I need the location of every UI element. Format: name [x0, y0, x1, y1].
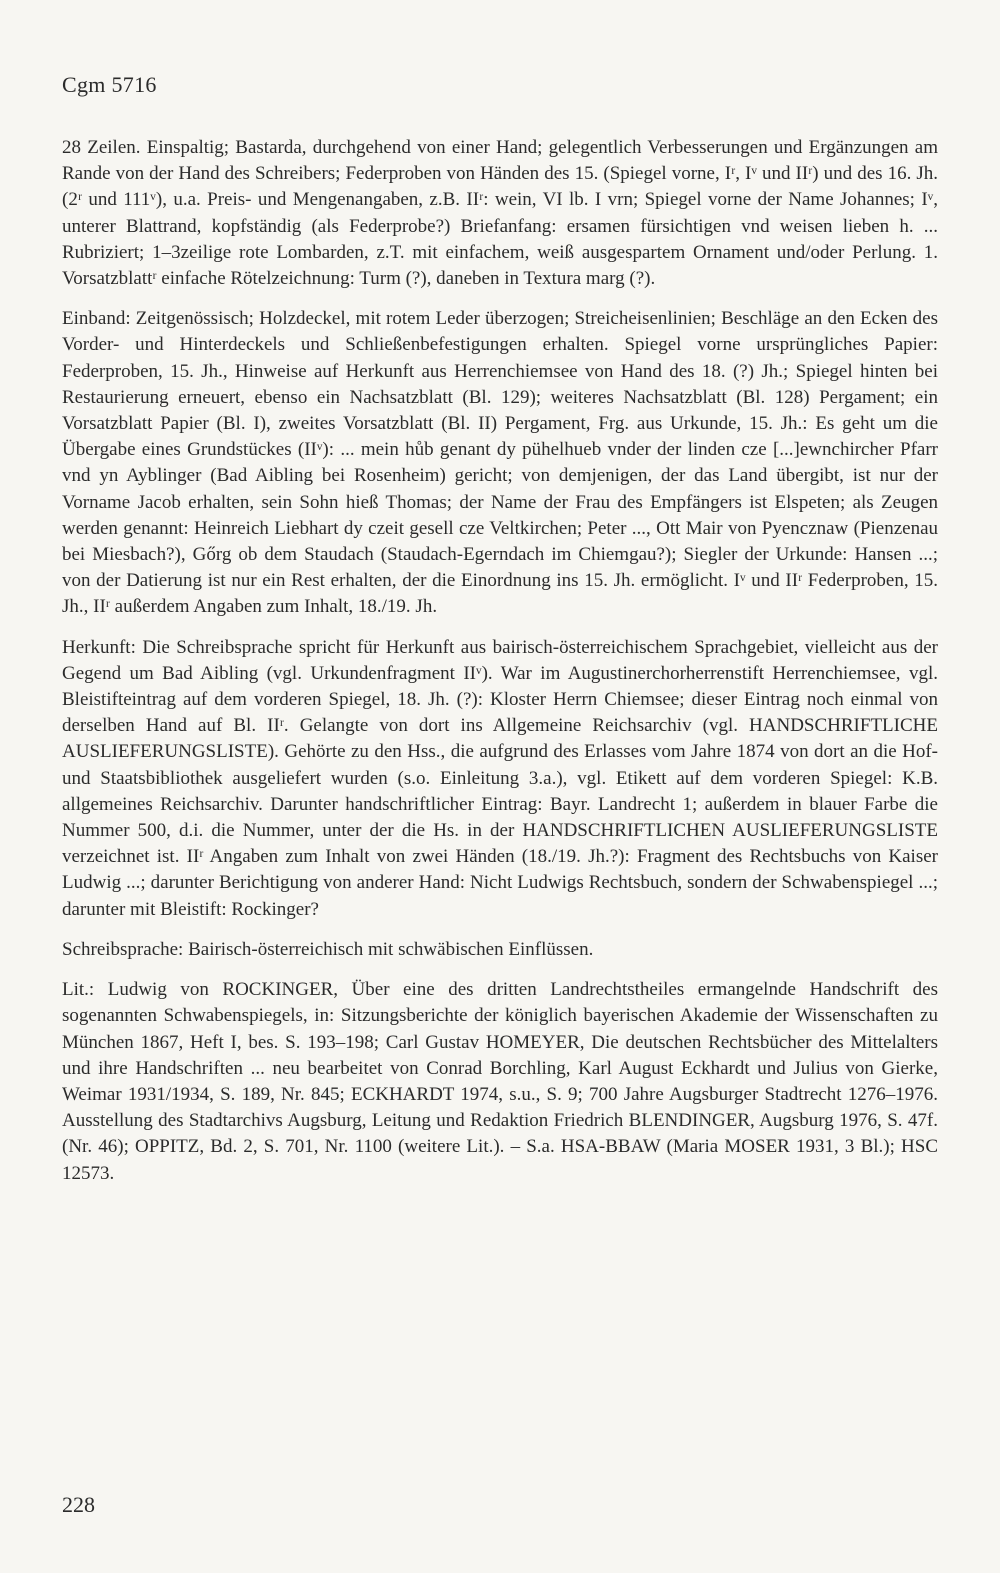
- paragraph-provenance: Herkunft: Die Schreibsprache spricht für Herkunft aus bairisch-österreichischem Sprachgebiet, vielleicht aus der Gegend um Bad Aibling (vgl. Urkundenfragment IIᵛ). War im Augustinerchorherrenstift Herrenchiemsee, vgl. Bleistifteintrag auf dem vorderen Spiegel, 18. Jh. (?): Kloster Herrn Chiemsee; dieser Eintrag noch einmal von derselben Hand auf Bl. IIʳ. Gelangte von dort ins Allgemeine Reichsarchiv (vgl. HANDSCHRIFTLICHE AUSLIEFERUNGSLISTE). Gehörte zu den Hss., die aufgrund des Erlasses vom Jahre 1874 von dort an die Hof- und Staatsbibliothek ausgeliefert wurden (s.o. Einleitung 3.a.), vgl. Etikett auf dem vorderen Spiegel: K.B. allgemeines Reichsarchiv. Darunter handschriftlicher Eintrag: Bayr. Landrecht 1; außerdem in blauer Farbe die Nummer 500, d.i. die Nummer, unter der die Hs. in der HANDSCHRIFTLICHEN AUSLIEFERUNGSLISTE verzeichnet ist. IIʳ Angaben zum Inhalt von zwei Händen (18./19. Jh.?): Fragment des Rechtsbuchs von Kaiser Ludwig ...; darunter Berichtigung von anderer Hand: Nicht Ludwigs Rechtsbuch, sondern der Schwabenspiegel ...; darunter mit Bleistift: Rockinger?: [62, 636, 938, 920]
- page-number: 228: [62, 1492, 95, 1517]
- paragraph-language: Schreibsprache: Bairisch-österreichisch mit schwäbischen Einflüssen.: [62, 938, 594, 960]
- main-text: [62, 135, 938, 1201]
- running-header: Cgm 5716: [62, 72, 157, 97]
- paragraph-binding: Einband: Zeitgenössisch; Holzdeckel, mit rotem Leder überzogen; Streicheisenlinien; Beschläge an den Ecken des Vorder- und Hinterdeckels und Schließenbefestigungen erhalten. Spiegel vorne ursprüngliches Papier: Federproben, 15. Jh., Hinweise auf Herkunft aus Herrenchiemsee von Hand des 18. (?) Jh.; Spiegel hinten bei Restaurierung erneuert, ebenso ein Nachsatzblatt (Bl. 129); weiteres Nachsatzblatt (Bl. 128) Pergament; ein Vorsatzblatt Papier (Bl. I), zweites Vorsatzblatt (Bl. II) Pergament, Frg. aus Urkunde, 15. Jh.: Es geht um die Übergabe eines Grundstückes (IIᵛ): ... mein hůb genant dy pühelhueb vnder der linden cze [...]ewnchircher Pfarr vnd yn Ayblinger (Bad Aibling bei Rosenheim) gericht; von demjenigen, der das Land übergibt, ist nur der Vorname Jacob erhalten, sein Sohn hieß Thomas; der Name der Frau des Empfängers ist Elspeten; als Zeugen werden genannt: Heinreich Liebhart dy czeit gesell cze Veltkirchen; Peter ..., Ott Mair von Pyencznaw (Pienzenau bei Miesbach?), Gőrg ob dem Staudach (Staudach-Egerndach im Chiemgau?); Siegler der Urkunde: Hansen ...; von der Datierung ist nur ein Rest erhalten, der die Einordnung ins 15. Jh. ermöglicht. Iᵛ und IIʳ Federproben, 15. Jh., IIʳ außerdem Angaben zum Inhalt, 18./19. Jh.: [62, 308, 938, 618]
- paragraph-script: 28 Zeilen. Einspaltig; Bastarda, durchgehend von einer Hand; gelegentlich Verbesserungen und Ergänzungen am Rande von der Hand des Schreibers; Federproben von Händen des 15. (Spiegel vorne, Iʳ, Iᵛ und IIʳ) und des 16. Jh. (2ʳ und 111ᵛ), u.a. Preis- und Mengenangaben, z.B. IIʳ: wein, VI lb. I vrn; Spiegel vorne der Name Johannes; Iᵛ, unterer Blattrand, kopfständig (als Federprobe?) Briefanfang: ersamen fürsichtigen vnd weisen lieben h. ... Rubriziert; 1–3zeilige rote Lombarden, z.T. mit einfachem, weiß ausgespartem Ornament und/oder Perlung. 1. Vorsatzblattʳ einfache Rötelzeichnung: Turm (?), daneben in Textura marg (?).: [62, 137, 938, 290]
- paragraph-literature: Lit.: Ludwig von ROCKINGER, Über eine des dritten Landrechtstheiles ermangelnde Handschrift des sogenannten Schwabenspiegels, in: Sitzungsberichte der königlich bayerischen Akademie der Wissenschaften zu München 1867, Heft I, bes. S. 193–198; Carl Gustav HOMEYER, Die deutschen Rechtsbücher des Mittelalters und ihre Handschriften ... neu bearbeitet von Conrad Borchling, Karl August Eckhardt und Julius von Gierke, Weimar 1931/1934, S. 189, Nr. 845; ECKHARDT 1974, s.u., S. 9; 700 Jahre Augsburger Stadtrecht 1276–1976. Ausstellung des Stadtarchivs Augsburg, Leitung und Redaktion Friedrich BLENDINGER, Augsburg 1976, S. 47f. (Nr. 46); OPPITZ, Bd. 2, S. 701, Nr. 1100 (weitere Lit.). – S.a. HSA-BBAW (Maria MOSER 1931, 3 Bl.); HSC 12573.: [62, 979, 938, 1184]
